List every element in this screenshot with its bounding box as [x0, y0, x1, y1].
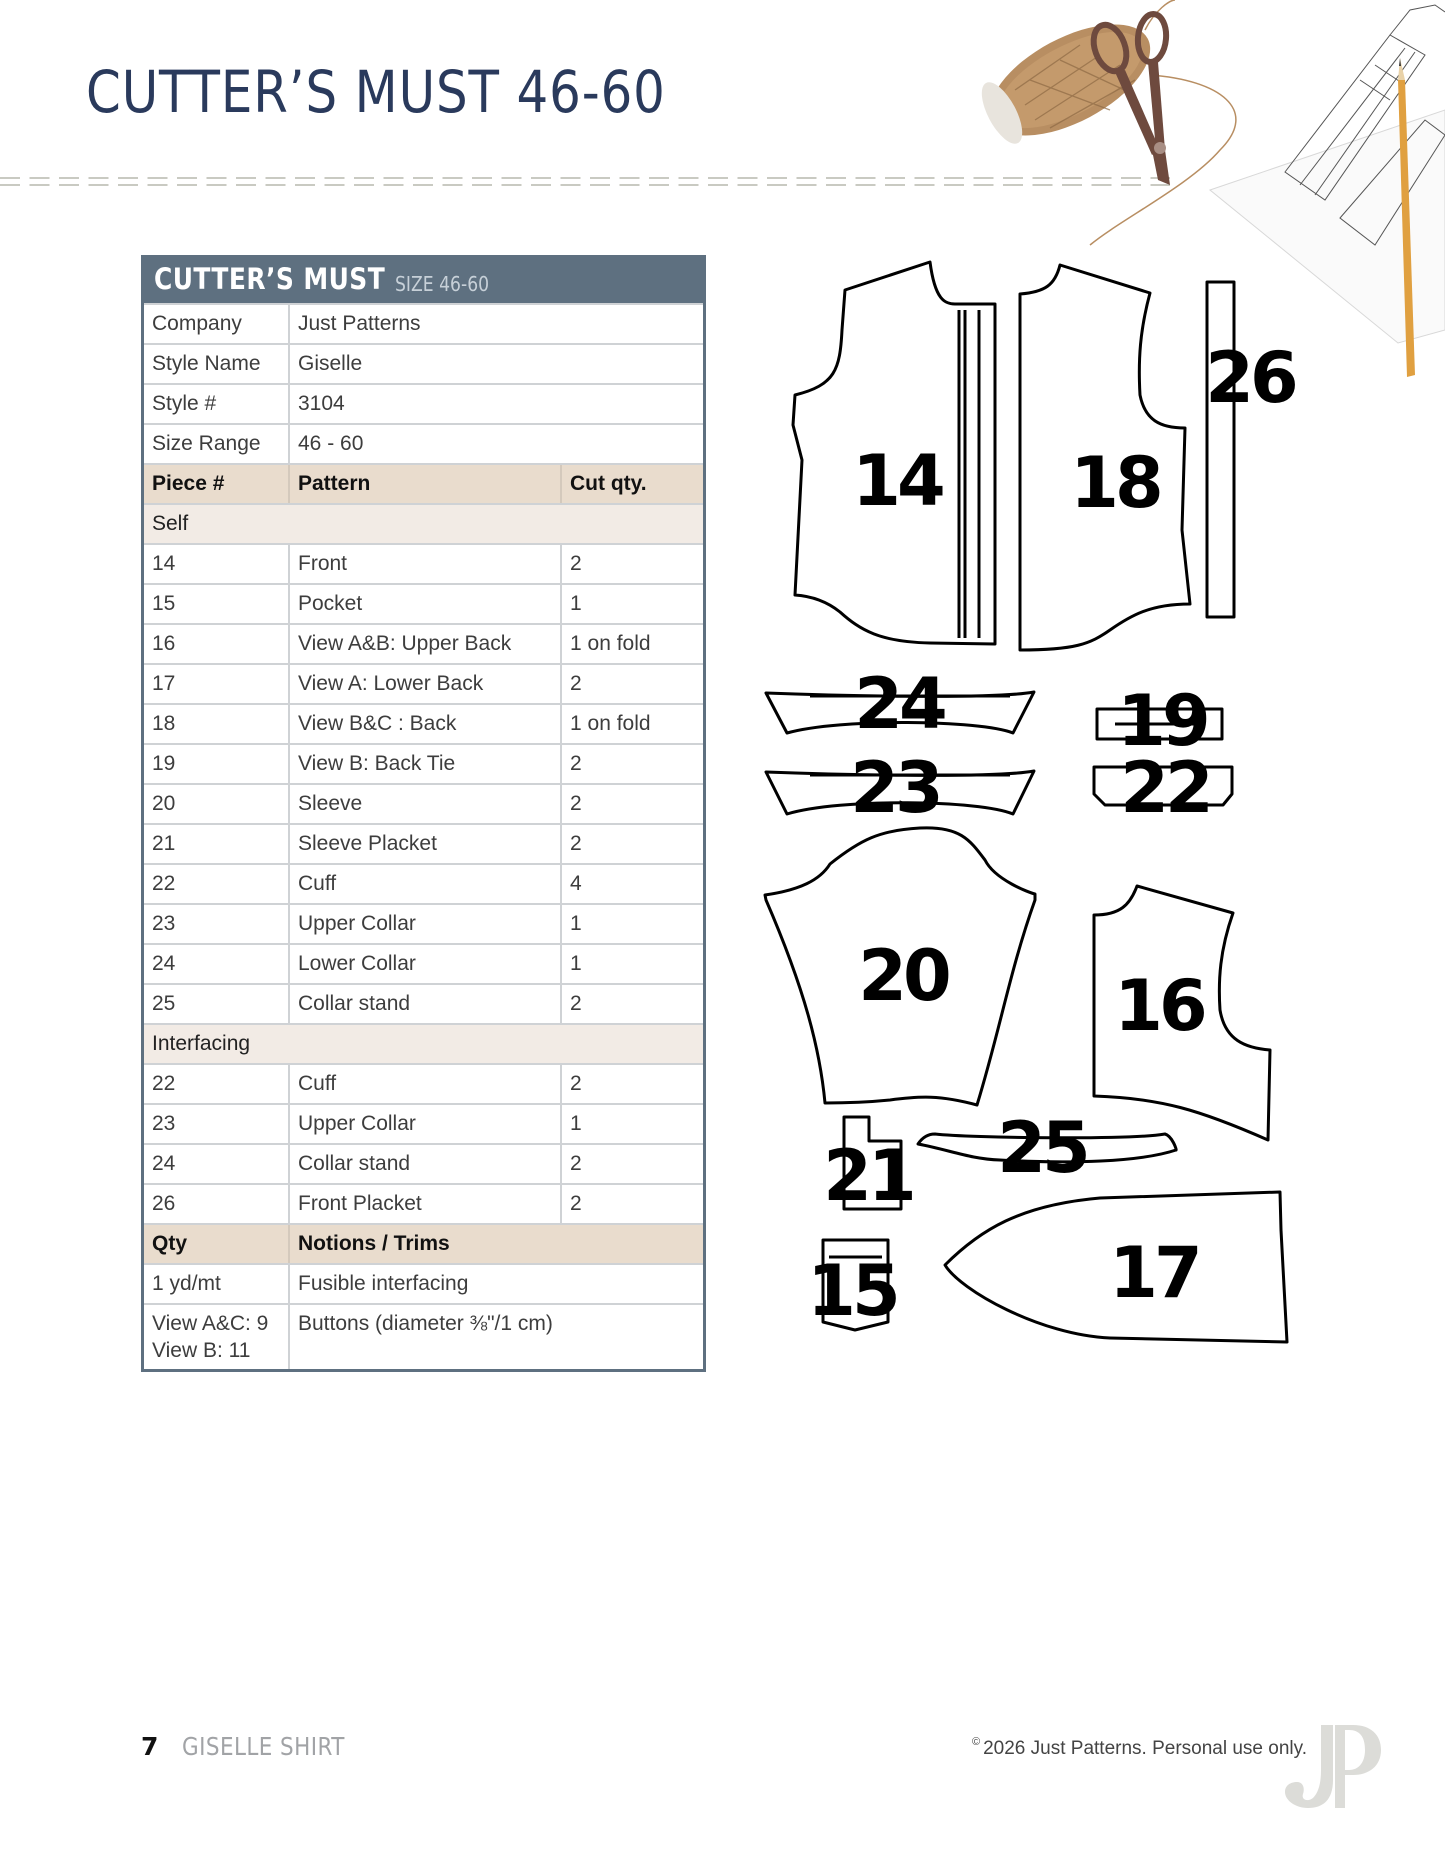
piece-label-15: 15 — [807, 1250, 897, 1332]
info-value: Giselle — [298, 352, 363, 375]
notions-row — [144, 1263, 703, 1303]
piece-number: 16 — [144, 625, 290, 663]
notion-qty: 1 yd/mt — [144, 1265, 290, 1303]
info-row-company — [144, 303, 703, 343]
piece-number: 24 — [144, 945, 290, 983]
pattern-name: Collar stand — [290, 985, 562, 1023]
piece-number: 19 — [144, 745, 290, 783]
piece-label-18: 18 — [1070, 442, 1160, 524]
cut-qty: 1 on fold — [570, 712, 651, 735]
table-heading-title: CUTTER’S MUST — [154, 262, 386, 296]
notion-item: Fusible interfacing — [298, 1272, 469, 1295]
pattern-name: Cuff — [290, 865, 562, 903]
cut-qty: 1 — [570, 592, 582, 615]
thread-spool-icon — [973, 0, 1236, 245]
piece-label-21: 21 — [823, 1135, 913, 1217]
column-header-notions: Notions / Trims — [298, 1232, 450, 1255]
cut-qty: 2 — [570, 992, 582, 1015]
table-row — [144, 543, 703, 583]
pattern-name: Upper Collar — [290, 1105, 562, 1143]
piece-number: 24 — [144, 1145, 290, 1183]
table-row — [144, 743, 703, 783]
notion-qty: View A&C: 9 View B: 11 — [144, 1305, 290, 1369]
piece-label-25: 25 — [997, 1107, 1087, 1189]
info-row-style-number — [144, 383, 703, 423]
section-label: Self — [152, 512, 189, 535]
piece-number: 23 — [144, 905, 290, 943]
table-heading — [141, 255, 706, 303]
table-row — [144, 1183, 703, 1223]
cut-qty: 1 on fold — [570, 632, 651, 655]
info-label: Company — [144, 305, 290, 343]
piece-label-23: 23 — [850, 747, 940, 829]
pattern-name: Pocket — [290, 585, 562, 623]
notion-item: Buttons (diameter ⅜"/1 cm) — [298, 1312, 553, 1335]
pattern-name: Front Placket — [290, 1185, 562, 1223]
table-row — [144, 943, 703, 983]
copyright-symbol: © — [972, 1736, 981, 1748]
piece-number: 18 — [144, 705, 290, 743]
piece-label-19: 19 — [1117, 680, 1207, 762]
column-header-row — [144, 463, 703, 503]
footer-doc-title: GISELLE SHIRT — [182, 1732, 345, 1761]
table-row — [144, 863, 703, 903]
table-row — [144, 783, 703, 823]
pattern-name: Lower Collar — [290, 945, 562, 983]
piece-number: 22 — [144, 1065, 290, 1103]
section-label: Interfacing — [152, 1032, 251, 1055]
cut-qty: 2 — [570, 1152, 582, 1175]
info-label: Style Name — [144, 345, 290, 383]
cutters-must-table — [141, 255, 706, 1372]
cut-qty: 2 — [570, 672, 582, 695]
piece-number: 20 — [144, 785, 290, 823]
piece-number: 21 — [144, 825, 290, 863]
column-header-piece: Piece # — [144, 465, 290, 503]
piece-label-26: 26 — [1205, 337, 1295, 419]
cut-qty: 1 — [570, 1112, 582, 1135]
piece-number: 25 — [144, 985, 290, 1023]
piece-number: 14 — [144, 545, 290, 583]
pattern-pieces-diagram — [760, 250, 1340, 1370]
notions-row — [144, 1303, 703, 1369]
page-title: CUTTER’S MUST 46-60 — [86, 58, 666, 126]
cut-qty: 4 — [570, 872, 582, 895]
column-header-qty: Qty — [144, 1225, 290, 1263]
just-patterns-logo-icon — [1283, 1720, 1383, 1810]
table-row — [144, 1103, 703, 1143]
column-header-cut-qty: Cut qty. — [570, 472, 647, 495]
piece-label-22: 22 — [1120, 747, 1210, 829]
table-row — [144, 903, 703, 943]
table-row — [144, 1063, 703, 1103]
info-row-style-name — [144, 343, 703, 383]
table-row — [144, 703, 703, 743]
page-number: 7 — [141, 1732, 159, 1761]
table-row — [144, 623, 703, 663]
table-row — [144, 663, 703, 703]
piece-label-24: 24 — [854, 663, 944, 745]
cut-qty: 2 — [570, 552, 582, 575]
cut-qty: 1 — [570, 912, 582, 935]
info-row-size-range — [144, 423, 703, 463]
pattern-name: Sleeve — [290, 785, 562, 823]
piece-number: 17 — [144, 665, 290, 703]
info-value: Just Patterns — [298, 312, 421, 335]
copyright-notice — [972, 1738, 1307, 1760]
pattern-piece-26 — [1207, 282, 1234, 617]
section-row-interfacing — [144, 1023, 703, 1063]
pattern-name: Front — [290, 545, 562, 583]
cut-qty: 2 — [570, 752, 582, 775]
info-value: 3104 — [298, 392, 345, 415]
cut-qty: 1 — [570, 952, 582, 975]
cut-qty: 2 — [570, 792, 582, 815]
pattern-name: Sleeve Placket — [290, 825, 562, 863]
pattern-name: View A: Lower Back — [290, 665, 562, 703]
notions-header-row — [144, 1223, 703, 1263]
pattern-name: Upper Collar — [290, 905, 562, 943]
column-header-pattern: Pattern — [290, 465, 562, 503]
pattern-name: View B: Back Tie — [290, 745, 562, 783]
pattern-name: View A&B: Upper Back — [290, 625, 562, 663]
cut-qty: 2 — [570, 832, 582, 855]
piece-label-16: 16 — [1114, 965, 1204, 1047]
cut-qty: 2 — [570, 1192, 582, 1215]
piece-label-20: 20 — [858, 935, 948, 1017]
info-value: 46 - 60 — [298, 432, 364, 455]
pattern-name: View B&C : Back — [290, 705, 562, 743]
piece-number: 15 — [144, 585, 290, 623]
copyright-text: 2026 Just Patterns. Personal use only. — [983, 1738, 1307, 1759]
piece-number: 26 — [144, 1185, 290, 1223]
cut-qty: 2 — [570, 1072, 582, 1095]
table-row — [144, 1143, 703, 1183]
piece-label-17: 17 — [1109, 1232, 1199, 1314]
table-row — [144, 583, 703, 623]
pattern-name: Collar stand — [290, 1145, 562, 1183]
section-row-self — [144, 503, 703, 543]
table-row — [144, 823, 703, 863]
table-row — [144, 983, 703, 1023]
info-label: Style # — [144, 385, 290, 423]
piece-number: 23 — [144, 1105, 290, 1143]
piece-number: 22 — [144, 865, 290, 903]
table-heading-size: SIZE 46-60 — [394, 272, 489, 296]
pattern-name: Cuff — [290, 1065, 562, 1103]
piece-label-14: 14 — [852, 440, 942, 522]
info-label: Size Range — [144, 425, 290, 463]
